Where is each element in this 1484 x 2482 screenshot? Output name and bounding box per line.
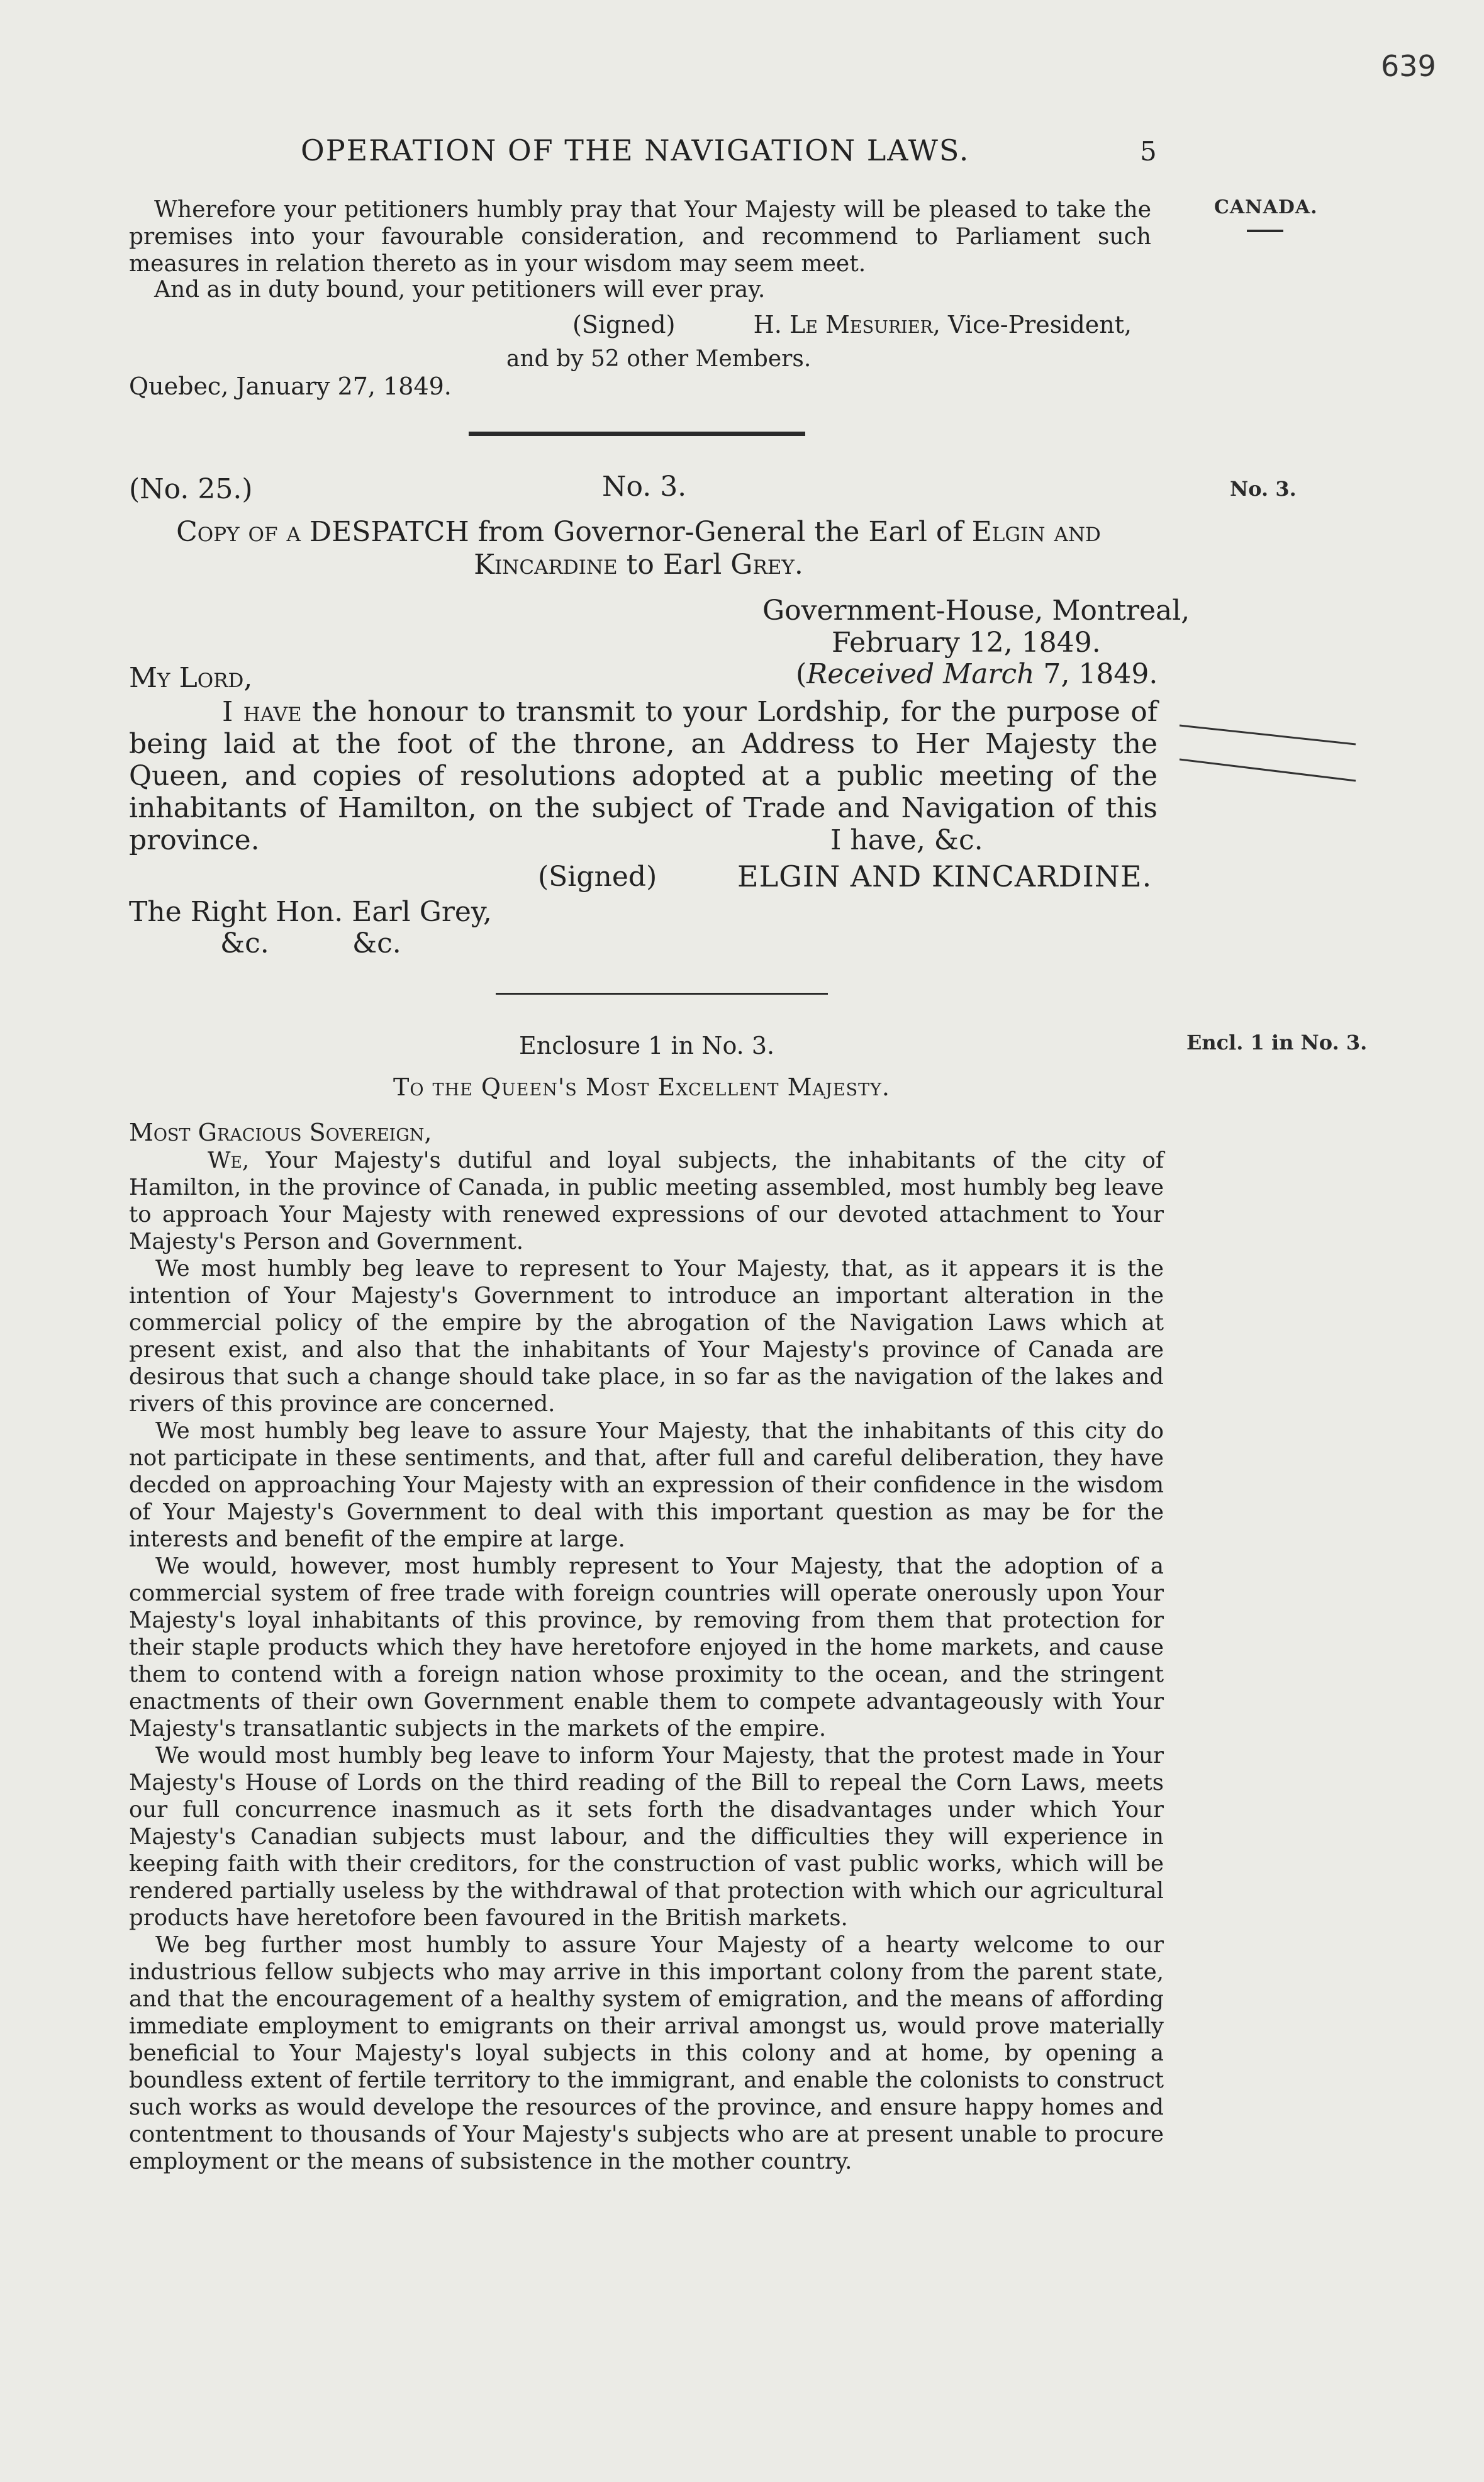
petition-duty: And as in duty bound, your petitioners will ever pray. [154, 277, 766, 303]
petition-prayer: Wherefore your petitioners humbly pray that Your Majesty will be pleased to take the premises into your favourable consideration, and recommend to Parliament such measures in relation thereto as in your wisdom may seem meet. [129, 197, 1151, 277]
enclosure-heading: Enclosure 1 in No. 3. [519, 1032, 775, 1059]
despatch-no: No. 3. [602, 471, 687, 503]
despatch-signer: ELGIN AND KINCARDINE. [737, 859, 1152, 893]
despatch-date: February 12, 1849. [832, 627, 1101, 659]
address-paragraph-4: We would, however, most humbly represent to Your Majesty, that the adoption of a commercial system of free trade with foreign countries will operate onerously upon Your Majesty's loyal inhabitants of this province, by removing from them that protection for their staple products which they have heretofore enjoyed in the home markets, and cause them to contend with a foreign nation whose proximity to the ocean, and the stringent enactments of their own Government enable them to compete advantageously with Your Majesty's transatlantic subjects in the markets of the empire. [129, 1553, 1164, 1741]
signer-name: H. Le Mesurier [753, 311, 933, 338]
despatch-place: Government-House, Montreal, [762, 595, 1190, 627]
page-number: 639 [1381, 49, 1436, 83]
margin-dash [1247, 230, 1283, 232]
despatch-body: I have the honour to transmit to your Lordship, for the purpose of being laid at the foot of the throne, an Address to Her Majesty the Queen, and copies of resolutions adopted at a public meeting of the inhabitants of Hamilton, on the subject of Trade and Navigation of this province. [129, 696, 1158, 856]
despatch-salutation: My Lord, [129, 662, 253, 694]
signer-title: , Vice-President, [932, 311, 1132, 338]
address-paragraph-3: We most humbly beg leave to assure Your Majesty, that the inhabitants of this city do not participate in these sentiments, and that, after full and careful deliberation, they have decded on approaching Your Majesty with an expression of their confidence in the wisdom of Your Majesty's Government to deal with this important question as may be for the interests and benefit of the empire at large. [129, 1418, 1164, 1552]
despatch-title: Copy of a DESPATCH from Governor-General the Earl of Elgin and Kincardine to Earl Grey. [176, 516, 1101, 581]
despatch-received: (Received March 7, 1849. [796, 658, 1158, 690]
address-paragraph-5: We would most humbly beg leave to inform Your Majesty, that the protest made in Your Majesty's House of Lords on the third reading of the Bill to repeal the Corn Laws, meets our full concurrence inasmuch as it sets forth the disadvantages under which Your Majesty's Canadian subjects must labour, and the difficulties they will experience in keeping faith with their creditors, for the construction of vast public works, which will be rendered partially useless by the withdrawal of that protection with which our agricultural products have heretofore been favoured in the British markets. [129, 1743, 1164, 1931]
margin-note-no3: No. 3. [1230, 477, 1297, 501]
enclosure-salutation: Most Gracious Sovereign, [129, 1119, 432, 1146]
margin-note-canada: CANADA. [1214, 196, 1318, 218]
despatch-paper-no: (No. 25.) [129, 473, 253, 505]
running-head-title: OPERATION OF THE NAVIGATION LAWS. [301, 133, 970, 167]
despatch-closing: I have, &c. [830, 824, 983, 856]
address-paragraph-2: We most humbly beg leave to represent to Your Majesty, that, as it appears it is the intention of Your Majesty's Government to introduce an important alteration in the commercial policy of the empire by the abrogation of the Navigation Laws which at present exist, and also that the inhabitants of Your Majesty's province of Canada are desirous that such a change should take place, in so far as the navigation of the lakes and rivers of this province are concerned. [129, 1256, 1164, 1417]
signed-label: (Signed) [572, 311, 676, 338]
petition-signature [572, 311, 1132, 338]
address-paragraph-6: We beg further most humbly to assure Your Majesty of a hearty welcome to our industrious fellow subjects who may arrive in this important colony from the parent state, and that the encouragement of a healthy system of emigration, and the means of affording immediate employment to emigrants on their arrival amongst us, would prove materially beneficial to Your Majesty's loyal subjects in this colony and at home, by opening a boundless extent of fertile territory to the immigrant, and enable the colonists to construct such works as would develope the resources of the province, and ensure happy homes and contentment to thousands of Your Majesty's subjects who are at present unable to procure employment or the means of subsistence in the mother country. [129, 1932, 1164, 2174]
margin-note-encl: Encl. 1 in No. 3. [1186, 1031, 1368, 1054]
enclosure-title: To the Queen's Most Excellent Majesty. [393, 1073, 890, 1101]
margin-guide-lines [1176, 714, 1365, 796]
address-paragraph-1: We, Your Majesty's dutiful and loyal subjects, the inhabitants of the city of Hamilton, in the province of Canada, in public meeting assembled, most humbly beg leave to approach Your Majesty with renewed expressions of our devoted attachment to Your Majesty's Person and Government. [129, 1148, 1164, 1255]
petition-others: and by 52 other Members. [506, 346, 812, 372]
petition-place-date: Quebec, January 27, 1849. [129, 372, 452, 400]
despatch-etc2: &c. [352, 927, 401, 959]
address-body [129, 1147, 1164, 2175]
despatch-addressee: The Right Hon. Earl Grey, [129, 896, 492, 928]
section-divider-thick [469, 432, 805, 436]
despatch-signed-label: (Signed) [538, 861, 657, 893]
section-divider-thin [496, 993, 828, 995]
running-head-folio: 5 [1140, 136, 1157, 167]
despatch-etc1: &c. [220, 927, 269, 959]
